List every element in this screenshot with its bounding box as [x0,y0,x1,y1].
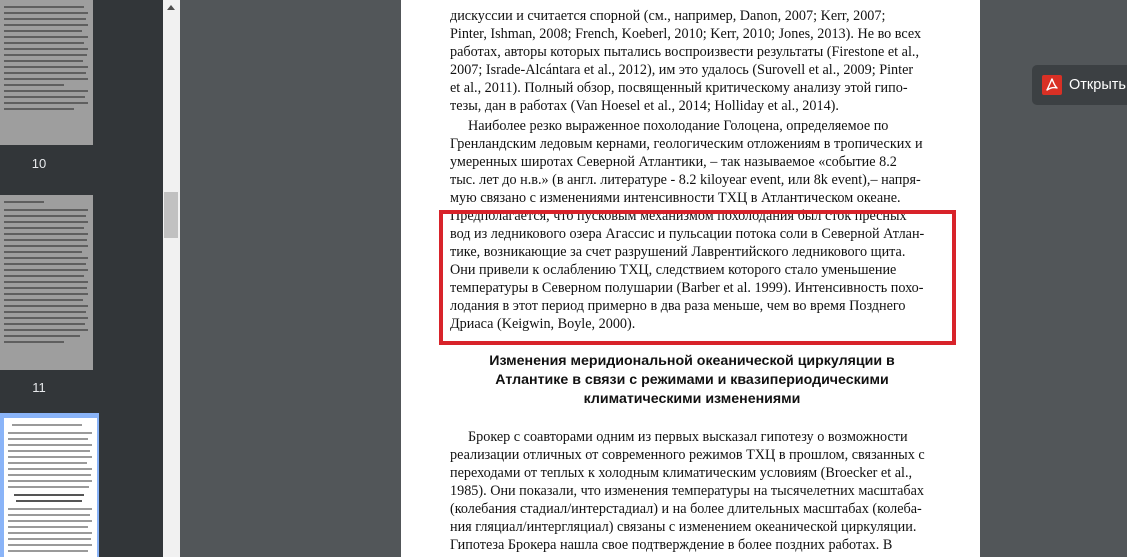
text-line: Pinter, Ishman, 2008; French, Koeberl, 2010; Kerr, 2010; Jones, 2013). Не во всех [450,26,922,42]
text-line: дискуссии и считается спорной (см., например, Danon, 2007; Kerr, 2007; [450,8,886,24]
page-number-11: 11 [32,380,46,395]
section-heading-line: Атлантике в связи с режимами и квазипериодическими [495,372,889,388]
text-line: тике, возникающие за счет разрушений Лаврентийского ледникового щита. [450,244,906,260]
text-line: вод из ледникового озера Агассис и пульсации потока соли в Северной Атлан- [450,226,925,242]
text-line: переходами от теплых к холодным климатическим условиям (Broecker et al., [450,465,913,481]
page-thumbnail-10[interactable] [0,0,93,145]
text-line: ния гляциал/интергляциал) связаны с изменением океанической циркуляции. [450,519,917,535]
text-line: мую связано с изменениями интенсивности ТХЦ в Атлантическом океане. [450,190,901,206]
text-line: Брокер с соавторами одним из первых высказал гипотезу о возможности [468,429,908,445]
section-heading-line: климатическими изменениями [583,391,801,407]
text-line: работах, авторы которых пытались воспроизвести результаты (Firestone et al., [450,44,920,60]
text-line: тыс. лет до н.в.» (в англ. литературе - 8.2 kiloyear event, или 8k event),– напря- [450,172,921,188]
open-button[interactable] [1032,65,1127,105]
text-line: температуры в Северном полушарии (Barber et al. 1999). Интенсивность похо- [450,280,924,296]
text-line: умеренных широтах Северной Атлантики, – так называемое «событие 8.2 [450,154,897,170]
text-line: Гипотеза Брокера нашла свое подтверждение в более поздних работах. В [450,537,893,553]
text-line: реализации отличных от современного режимов ТХЦ в прошлом, связанных с [450,447,925,463]
page-thumbnail-11[interactable] [0,195,93,370]
highlight-box [439,210,956,345]
text-line: Они привели к ослаблению ТХЦ, следствием которого стало уменьшение [450,262,897,278]
text-line: тезы, дан в работах (Van Hoesel et al., 2014; Holliday et al., 2014). [450,98,839,114]
text-line: et al., 2011). Полный обзор, посвященный критическому анализу этой гипо- [450,80,908,96]
scroll-up-arrow-icon[interactable] [167,5,175,10]
open-button-label: Открыть [1069,77,1126,93]
text-line: лодания в этот период примерно в два раза меньше, чем во время Позднего [450,298,906,314]
pdf-icon [1042,75,1062,95]
text-line: Дриаса (Keigwin, Boyle, 2000). [450,316,636,332]
text-line: Гренландским ледовым кернами, геологическим отложениям в тропических и [450,136,923,152]
sidebar-scrollbar[interactable] [163,0,180,557]
text-line: Предполагается, что пусковым механизмом похолодания был сток пресных [450,208,907,224]
text-line: 1985). Они показали, что изменения температуры на тысячелетних масштабах [450,483,925,499]
text-line: (колебания стадиал/интерстадиал) и на более длительных масштабах (колеба- [450,501,922,517]
page-thumbnail-12[interactable] [4,418,97,557]
scrollbar-thumb[interactable] [164,192,178,238]
text-line: Наиболее резко выраженное похолодание Голоцена, определяемое по [468,118,889,134]
text-line: 2007; Israde-Alcántara et al., 2012), им это удалось (Surovell et al., 2009; Pinter [450,62,914,78]
section-heading-line: Изменения меридиональной океанической циркуляции в [489,353,895,369]
thumbnail-sidebar [0,0,163,557]
page-number-10: 10 [31,156,47,171]
